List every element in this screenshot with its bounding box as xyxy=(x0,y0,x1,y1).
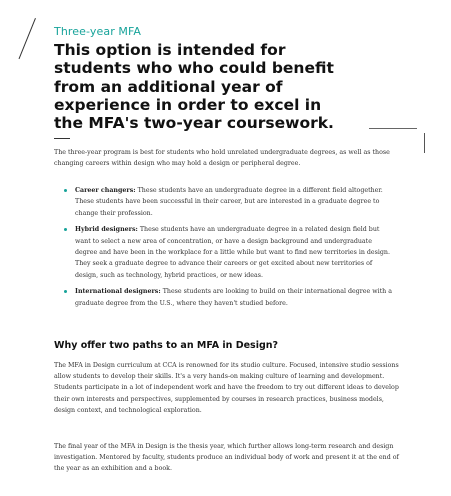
list-item-text: These students have an undergraduate degree in a different field altogether. These students have been successful in their career, but are interested in a graduate degree to change their profession. xyxy=(75,187,383,217)
decorative-slash xyxy=(19,18,36,59)
section-eyebrow: Three-year MFA xyxy=(54,25,142,38)
list-item-term: International designers: xyxy=(75,288,161,296)
list-item-term: Hybrid designers: xyxy=(75,226,138,234)
body-paragraph: The final year of the MFA in Design is the thesis year, which further allows long-term research and design investigation. Mentored by faculty, students produce an individual body of work and present it at the end of the year as an exhibition and a book. xyxy=(54,443,399,473)
list-item xyxy=(64,286,394,309)
intro-paragraph: The three-year program is best for students who hold unrelated undergraduate degrees, as well as those changing careers within design who may hold a design or peripheral degree. xyxy=(54,149,390,168)
list-item-term: Career changers: xyxy=(75,187,136,194)
headline-underline xyxy=(54,138,70,139)
section-heading: Why offer two paths to an MFA in Design? xyxy=(54,340,279,351)
student-type-list xyxy=(64,185,394,314)
list-item-text: These students have an undergraduate degree in a related design field but want to select a new area of concentration, or have a design background and undergraduate degree and have been in the workplace for a little while but want to find new territories in design. They seek a graduate degree to advance their careers or get excited about new territories of design, such as technology, hybrid practices, or new ideas. xyxy=(75,226,390,279)
bullet-dot-icon xyxy=(64,290,67,293)
body-paragraph: The MFA in Design curriculum at CCA is renowned for its studio culture. Focused, intensive studio sessions allow students to develop their skills. It's a very hands-on making culture of learning and development. Students participate in a lot of independent work and have the freedom to try out different ideas to develop their own interests and perspectives, supplemented by courses in research practices, business models, design context, and technological exploration. xyxy=(54,362,399,414)
page-headline: This option is intended for students who who could benefit from an additional year of experience in order to excel in the MFA's two-year coursework. xyxy=(54,41,334,133)
bullet-dot-icon xyxy=(64,189,67,192)
list-item xyxy=(64,224,394,281)
decorative-side-line xyxy=(369,128,417,129)
bullet-dot-icon xyxy=(64,228,67,231)
list-item-text: These students are looking to build on their international degree with a graduate degree from the U.S., where they haven't studied before. xyxy=(75,288,392,307)
list-item xyxy=(64,185,394,219)
decorative-side-tick xyxy=(424,133,425,153)
